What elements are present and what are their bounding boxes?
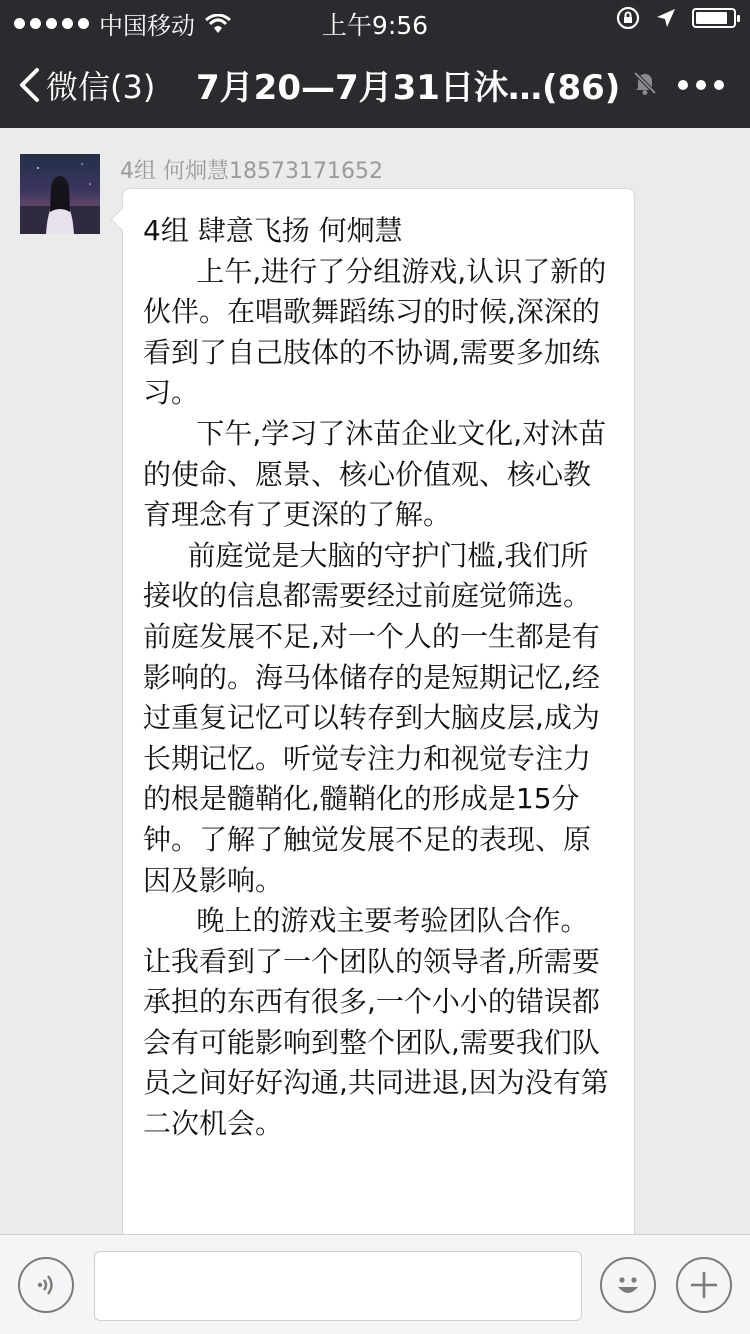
rotation-lock-icon: [616, 6, 640, 30]
more-icon: [678, 80, 688, 90]
message-input[interactable]: [94, 1251, 582, 1321]
message-bubble[interactable]: [122, 188, 635, 1234]
sender-name: 4组 何炯慧18573171652: [120, 159, 383, 184]
location-icon: [656, 8, 676, 28]
back-label: 微信(3): [46, 68, 156, 106]
battery-icon: [692, 8, 736, 28]
mute-bell-icon: [632, 70, 658, 96]
status-icons: [616, 6, 736, 30]
chat-title: 7月20—7月31日沐…(86): [196, 68, 621, 108]
voice-icon: [31, 1270, 61, 1300]
status-bar: [0, 0, 750, 40]
battery-level: [696, 12, 727, 24]
back-button[interactable]: [18, 62, 155, 108]
nav-bar: [0, 40, 750, 128]
avatar[interactable]: [20, 154, 100, 234]
more-button[interactable]: [678, 80, 724, 90]
message-text: 4组 肆意飞扬 何炯慧 上午,进行了分组游戏,认识了新的伙伴。在唱歌舞蹈练习的时候,深深的看到了自己肢体的不协调,需要多加练习。 下午,学习了沐苗企业文化,对沐苗的使命、愿景、核心价值观、核心教育理念有了更深的了解。 前庭觉是大脑的守护门槛,我们所接收的信息都需要经过前庭觉筛选。前庭发展不足,对一个人的一生都是有影响的。海马体储存的是短期记忆,经过重复记忆可以转存到大脑皮层,成为长期记忆。听觉专注力和视觉专注力的根是髓鞘化,髓鞘化的形成是15分钟。了解了触觉发展不足的表现、原因及影响。 晚上的游戏主要考验团队合作。让我看到了一个团队的领导者,所需要承担的东西有很多,一个小小的错误都会有可能影响到整个团队,需要我们队员之间好好沟通,共同进退,因为没有第二次机会。: [143, 214, 609, 1141]
chat-area[interactable]: [0, 128, 750, 1234]
emoji-button[interactable]: [600, 1257, 656, 1313]
input-bar: [0, 1234, 750, 1334]
back-chevron-icon: [18, 67, 40, 103]
clock: 上午9:56: [321, 11, 429, 40]
plus-icon: [687, 1268, 721, 1302]
voice-button[interactable]: [18, 1257, 74, 1313]
carrier-label: 中国移动: [99, 12, 195, 40]
emoji-icon: [610, 1267, 646, 1303]
plus-button[interactable]: [676, 1257, 732, 1313]
